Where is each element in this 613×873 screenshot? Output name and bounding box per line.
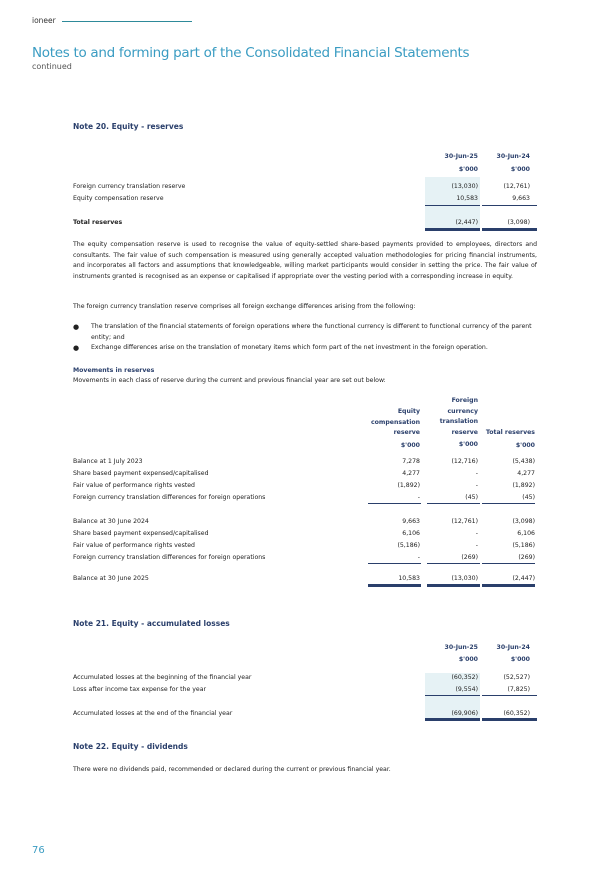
cell: (269) [461, 554, 478, 561]
row-label: Share based payment expensed/capitalised [73, 470, 209, 477]
subtotal-rule [482, 205, 537, 206]
total-rule [427, 584, 480, 587]
table-row [73, 684, 535, 695]
cell: (5,438) [512, 458, 535, 465]
table-row [73, 456, 535, 467]
table-row [73, 672, 535, 683]
cell: (3,098) [512, 518, 535, 525]
note21-units [73, 654, 535, 665]
cell: 9,663 [402, 518, 420, 525]
subtotal-rule [482, 695, 537, 696]
subtotal-rule [425, 205, 480, 206]
movements-heading: Movements in reserves [73, 367, 155, 374]
subtotal-rule [425, 695, 480, 696]
cell: 10,583 [456, 195, 478, 202]
table-row [73, 468, 535, 479]
cell: (52,527) [503, 674, 530, 681]
row-label: Balance at 30 June 2025 [73, 575, 149, 582]
total-rule [425, 228, 480, 231]
cell: (7,825) [507, 686, 530, 693]
total-row [73, 217, 535, 228]
cell: (3,098) [507, 219, 530, 226]
total-rule [482, 584, 535, 587]
row-label: Foreign currency translation differences for foreign operations [73, 554, 266, 561]
cell: (45) [522, 494, 535, 501]
row-label: Fair value of performance rights vested [73, 482, 195, 489]
unit-label: $'000 [510, 656, 530, 663]
unit-label: $'000 [515, 441, 535, 449]
row-label: Foreign currency translation differences for foreign operations [73, 494, 266, 501]
page-subtitle: continued [32, 62, 72, 71]
total-rule [425, 718, 480, 721]
unit-label: $'000 [458, 656, 478, 663]
row-label: Equity compensation reserve [73, 195, 164, 202]
subtotal-rule [482, 503, 535, 504]
brand-name: ioneer [32, 16, 56, 25]
col-header-total [465, 428, 535, 451]
col-header: 30-Jun-24 [496, 644, 530, 651]
cell: 4,277 [517, 470, 535, 477]
unit-label: $'000 [400, 441, 420, 449]
note22-text: There were no dividends paid, recommended or declared during the current or previous financial year. [73, 766, 391, 773]
header-line: Total reserves [485, 429, 535, 436]
cell: 7,278 [402, 458, 420, 465]
cell: - [475, 530, 478, 537]
subtotal-rule [427, 563, 480, 564]
bullet-item [73, 343, 537, 354]
unit-label: $'000 [510, 166, 530, 173]
row-label: Accumulated losses at the end of the financial year [73, 710, 233, 717]
cell: (2,447) [455, 219, 478, 226]
table-row [73, 528, 535, 539]
row-label: Foreign currency translation reserve [73, 183, 186, 190]
cell: - [475, 542, 478, 549]
cell: (269) [518, 554, 535, 561]
cell: (12,716) [451, 458, 478, 465]
header-line: Foreign [451, 397, 478, 404]
cell: - [475, 470, 478, 477]
header-line: compensation [371, 418, 420, 426]
col-header: 30-Jun-24 [496, 153, 530, 160]
subtotal-rule [368, 563, 421, 564]
cell: (12,761) [503, 183, 530, 190]
cell: - [417, 554, 420, 561]
cell: (1,892) [512, 482, 535, 489]
cell: (69,906) [451, 710, 478, 717]
col-header: 30-Jun-25 [444, 644, 478, 651]
table-row [73, 193, 535, 204]
cell: (45) [465, 494, 478, 501]
note20-heading: Note 20. Equity - reserves [73, 122, 184, 131]
table-row [73, 480, 535, 491]
cell: (2,447) [512, 575, 535, 582]
bullet-icon: ● [73, 344, 80, 352]
unit-label: $'000 [458, 166, 478, 173]
page-number: 76 [32, 845, 45, 856]
bullet-icon: ● [73, 323, 80, 331]
cell: 6,106 [517, 530, 535, 537]
table-row [73, 516, 535, 527]
total-rule [368, 584, 421, 587]
row-label: Total reserves [73, 219, 123, 226]
header-line: reserve [393, 429, 420, 436]
movements-intro: Movements in each class of reserve during the current and previous financial year are set out below: [73, 377, 386, 384]
cell: (12,761) [451, 518, 478, 525]
note21-column-headers [73, 642, 535, 653]
note20-units [73, 164, 535, 175]
total-rule [482, 228, 537, 231]
cell: (9,554) [455, 686, 478, 693]
cell: 6,106 [402, 530, 420, 537]
header-line: translation [439, 418, 478, 425]
cell: (60,352) [503, 710, 530, 717]
cell: 10,583 [398, 575, 420, 582]
subtotal-rule [482, 563, 535, 564]
table-row [73, 552, 535, 563]
table-row [73, 181, 535, 192]
table-row [73, 492, 535, 503]
bullet-item [73, 322, 537, 343]
cell: - [475, 482, 478, 489]
table-row [73, 540, 535, 551]
paragraph: The foreign currency translation reserve comprises all foreign exchange differences arising from the following: [73, 303, 416, 310]
cell: (13,030) [451, 183, 478, 190]
unit-label: $'000 [458, 441, 478, 448]
note22-heading: Note 22. Equity - dividends [73, 742, 188, 751]
header-line: reserve [451, 428, 478, 436]
cell: 4,277 [402, 470, 420, 477]
col-header: 30-Jun-25 [444, 153, 478, 160]
subtotal-rule [427, 503, 480, 504]
total-row [73, 573, 535, 584]
row-label: Loss after income tax expense for the year [73, 686, 207, 693]
header-line: Equity [397, 408, 420, 415]
note20-column-headers [73, 151, 535, 162]
cell: 9,663 [512, 195, 530, 202]
header-line: currency [447, 407, 478, 415]
row-label: Balance at 1 July 2023 [73, 458, 143, 465]
paragraph: The equity compensation reserve is used to recognise the value of equity-settled share-based payments provided to employees, directors and consultants. The fair value of such compensation is measured using generally accepted valuation methodologies for pricing financial instruments, and incorporates all factors and assumptions that knowledgeable, willing market participants would consider in setting the price. The fair value of instruments granted is recognised as an expense or capitalised if appropriate over the vesting period with a corresponding increase in equity. [73, 241, 537, 280]
cell: (1,892) [397, 482, 420, 489]
subtotal-rule [368, 503, 421, 504]
cell: (5,186) [397, 542, 420, 549]
cell: (13,030) [451, 575, 478, 582]
bullet-text: The translation of the financial statements of foreign operations where the functional currency is different to functional currency of the parent entity; and [91, 323, 532, 341]
header-divider [62, 21, 192, 22]
note21-heading: Note 21. Equity - accumulated losses [73, 619, 230, 628]
total-rule [482, 718, 537, 721]
row-label: Balance at 30 June 2024 [73, 518, 149, 525]
cell: (60,352) [451, 674, 478, 681]
page-title: Notes to and forming part of the Consolidated Financial Statements [32, 45, 470, 61]
cell: (5,186) [512, 542, 535, 549]
cell: - [417, 494, 420, 501]
bullet-text: Exchange differences arise on the translation of monetary items which form part of the net investment in the foreign operation. [91, 344, 488, 351]
row-label: Share based payment expensed/capitalised [73, 530, 209, 537]
row-label: Accumulated losses at the beginning of the financial year [73, 674, 252, 681]
row-label: Fair value of performance rights vested [73, 542, 195, 549]
